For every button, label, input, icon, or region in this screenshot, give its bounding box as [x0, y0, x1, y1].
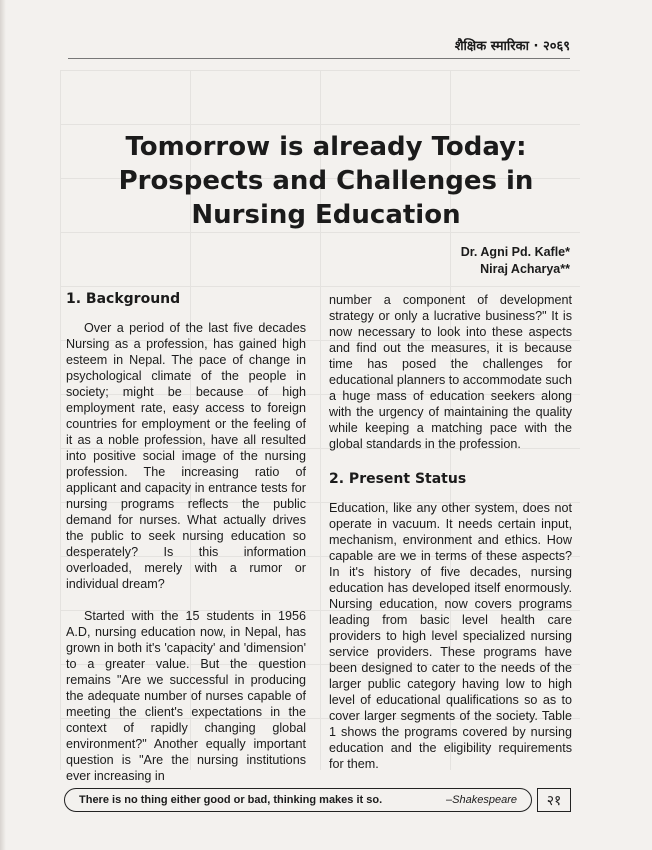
- footer-quote-box: [64, 788, 532, 812]
- footer-attribution: –Shakespeare: [446, 794, 517, 806]
- section-heading-background: 1. Background: [66, 291, 181, 307]
- section-heading-present-status: 2. Present Status: [329, 471, 467, 487]
- right-column: [329, 292, 572, 772]
- paragraph: Started with the 15 students in 1956 A.D, nursing education now, in Nepal, has grown in both it's 'capacity' and 'dimension' to a greater value. But the question remains "Are we successful in producing the adequate number of nurses capable of meeting the client's expectations in the context of rapidly changing global environment?" Another equally important question is "Are the nursing institutions ever increasing in: [66, 609, 306, 783]
- paragraph: Education, like any other system, does not operate in vacuum. It needs certain input, mechanism, environment and ethics. How capable are we in terms of these aspects? In it's history of five decades, nursing education has developed itself enormously. Nursing education, now covers programs leading from basic level health care providers to high level specialized nursing service providers. These programs have been designed to cater to the needs of the larger public category having low to high level of educational qualifications so as to cover larger segments of the society. Table 1 shows the programs covered by nursing education and the eligibility requirements for them.: [329, 501, 572, 771]
- paragraph: Over a period of the last five decades Nursing as a profession, has gained high esteem in Nepal. The pace of change in psychological climate of the people in society; might be because of high employment rate, easy access to foreign countries for employment or the feeling of it as a noble profession, have all resulted into positive social image of the nursing profession. The increasing ratio of applicant and capacity in entrance tests for nursing programs reflects the public demand for nurses. What actually drives the public to seek nursing education so desperately? Is this information overloaded, merely with a rumor or individual dream?: [66, 321, 306, 591]
- running-header: शैक्षिक स्मारिका · २०६९: [454, 39, 570, 54]
- author-1: Dr. Agni Pd. Kafle*: [460, 245, 570, 259]
- author-2: Niraj Acharya**: [480, 262, 570, 276]
- paragraph: number a component of development strategy or only a lucrative business?" It is now necessary to look into these aspects and find out the measures, it is because time has posed the challenges for educational planners to accommodate such a huge mass of education seekers along with the urgency of maintaining the quality while keeping a matching pace with the global standards in the profession.: [329, 293, 572, 451]
- page-edge: [0, 0, 6, 850]
- article-title: Tomorrow is already Today: Prospects and Challenges in Nursing Education: [118, 132, 534, 230]
- left-column: [66, 290, 306, 784]
- author-block: [461, 244, 570, 278]
- page-number: २१: [537, 788, 571, 812]
- header-rule: [68, 58, 570, 59]
- footer-quote: There is no thing either good or bad, thinking makes it so.: [79, 794, 383, 806]
